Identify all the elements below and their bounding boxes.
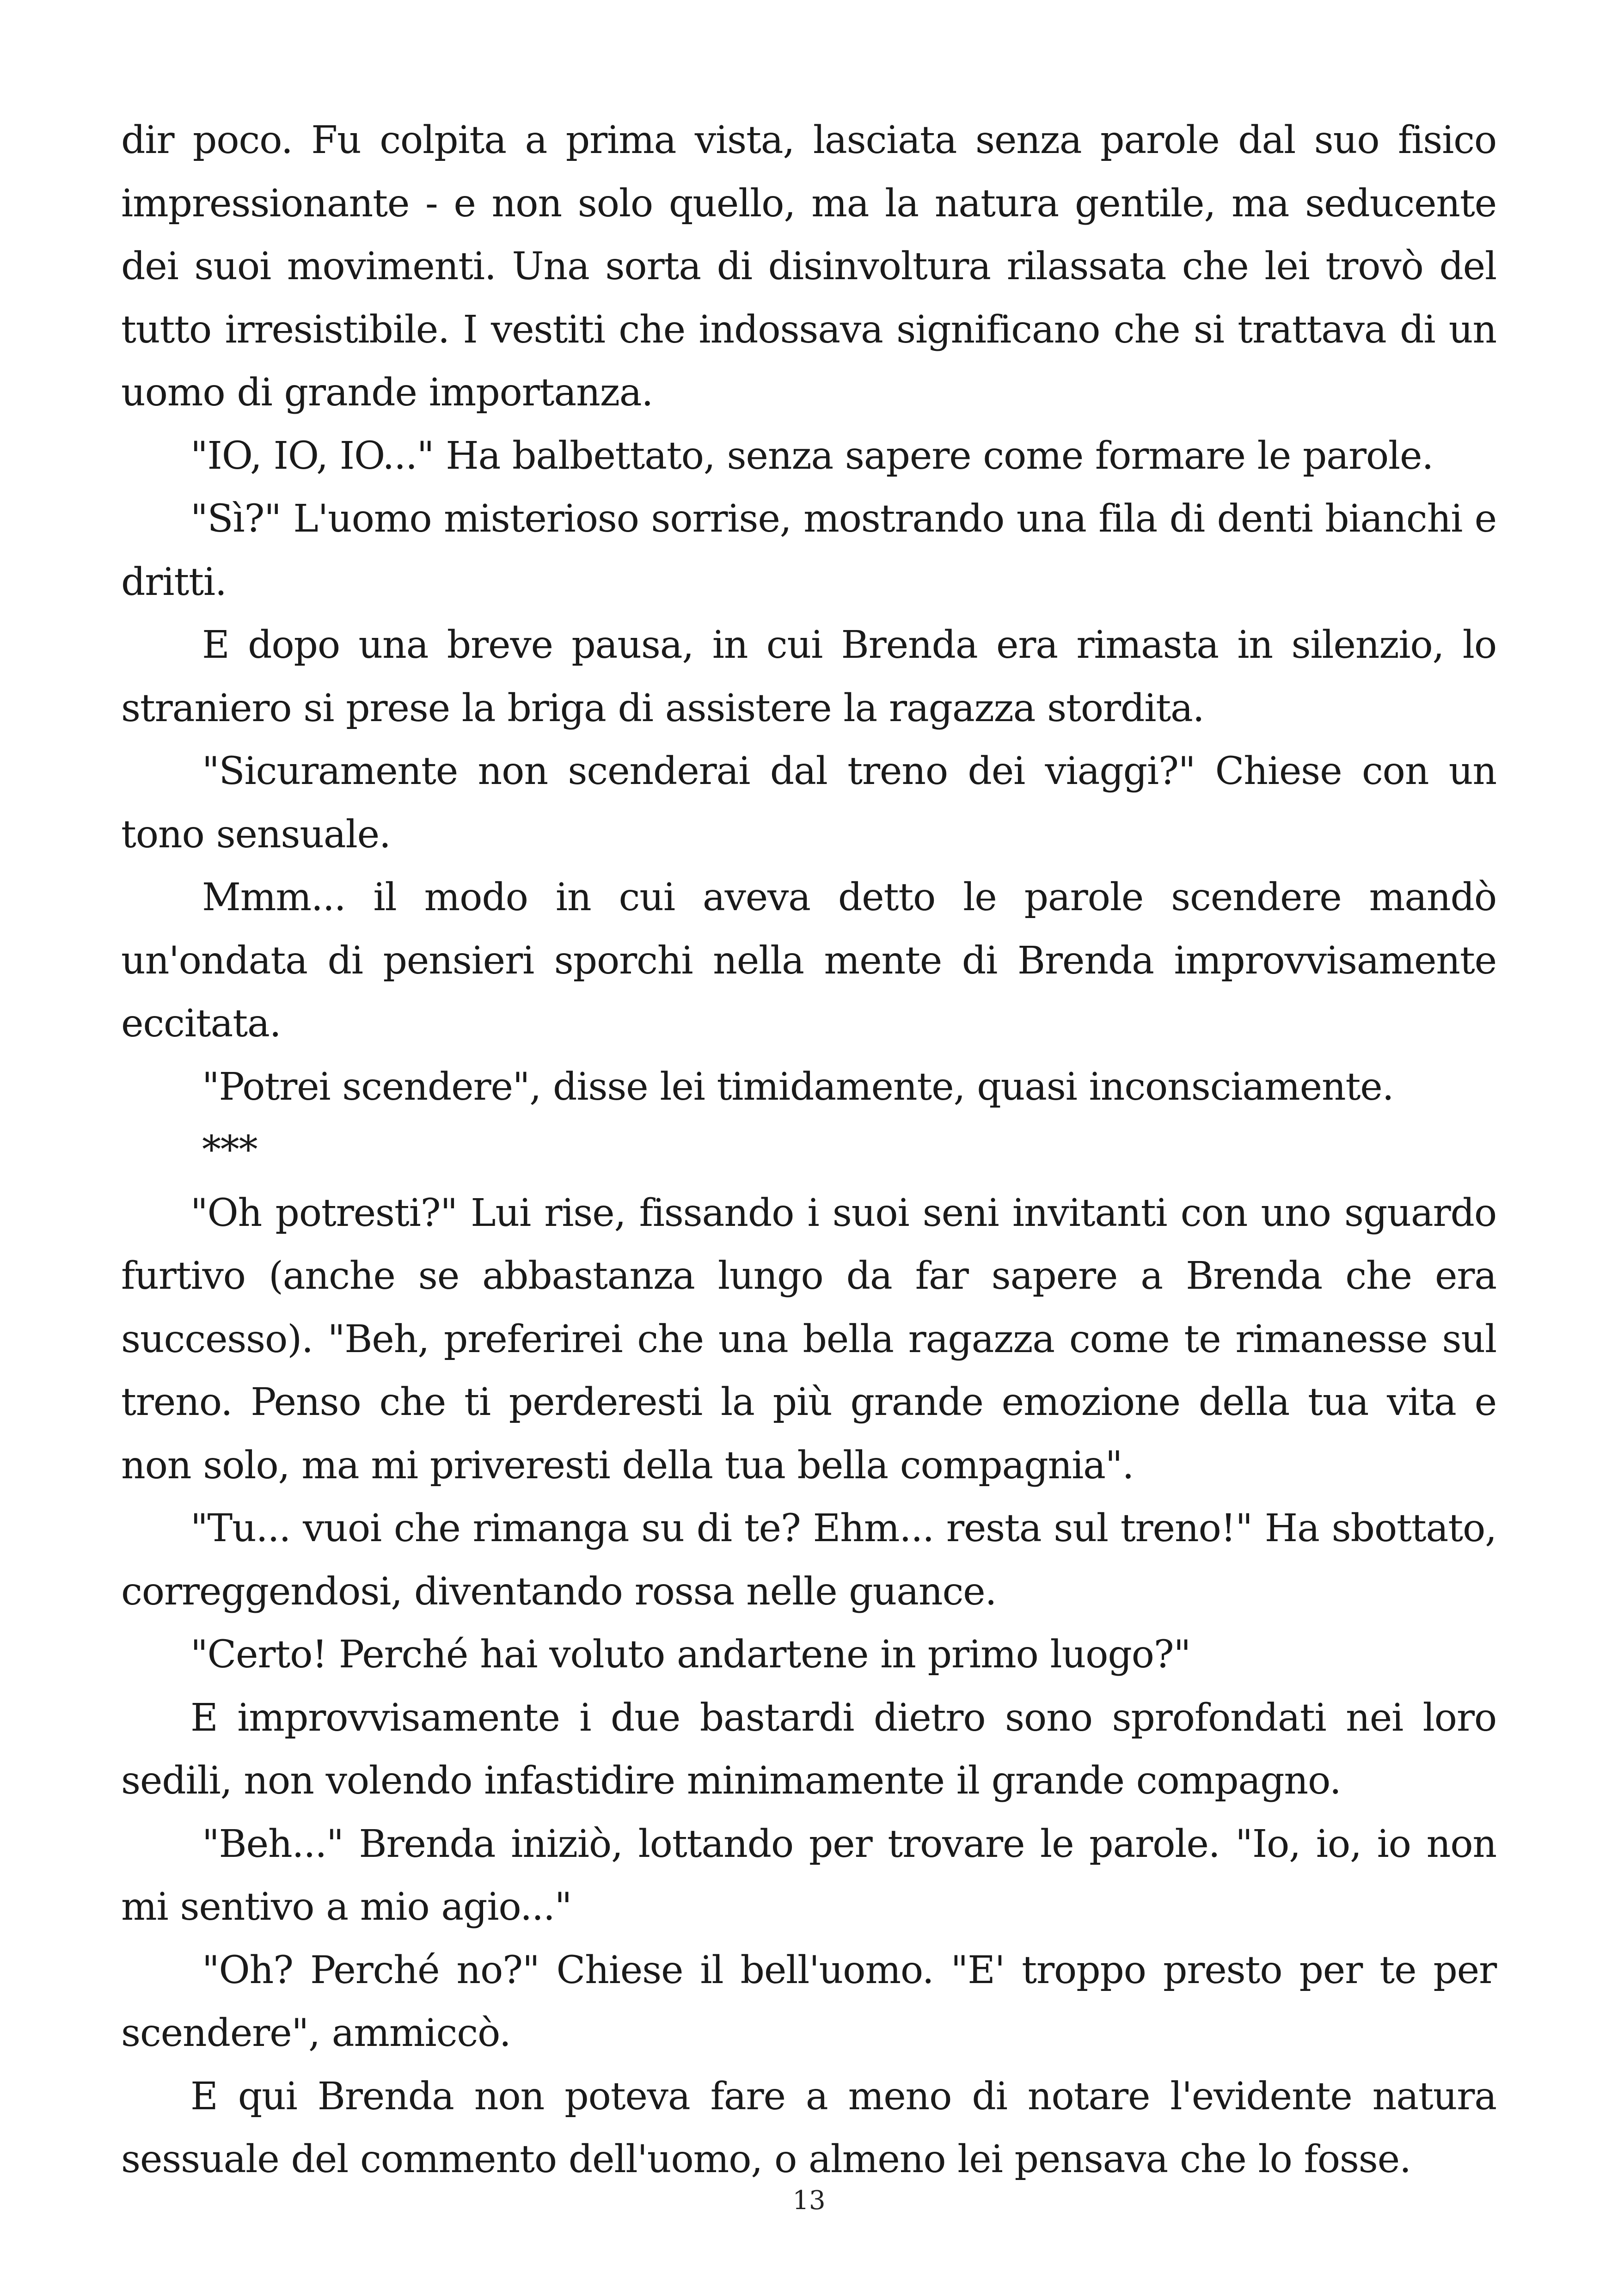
paragraph: "Beh..." Brenda iniziò, lottando per trovare le parole. "Io, io, io non mi sentivo a mio agio..." bbox=[121, 1822, 1496, 1929]
paragraph: "IO, IO, IO..." Ha balbettato, senza sapere come formare le parole. bbox=[190, 434, 1434, 478]
paragraph: E qui Brenda non poteva fare a meno di notare l'evidente natura sessuale del commento dell'uomo, o almeno lei pensava che lo fosse. bbox=[121, 2074, 1496, 2181]
paragraph: dir poco. Fu colpita a prima vista, lasciata senza parole dal suo fisico impressionante - e non solo quello, ma la natura gentile, ma seducente dei suoi movimenti. Una sorta di disinvoltura rilassata che lei trovò del tutto irresistibile. I vestiti che indossava significano che si trattava di un uomo di grande importanza. bbox=[121, 118, 1496, 415]
paragraph: "Oh? Perché no?" Chiese il bell'uomo. "E' troppo presto per te per scendere", ammiccò. bbox=[121, 1948, 1496, 2055]
body-text bbox=[121, 109, 1496, 2192]
paragraph: E dopo una breve pausa, in cui Brenda era rimasta in silenzio, lo straniero si prese la briga di assistere la ragazza stordita. bbox=[121, 623, 1496, 730]
paragraph: E improvvisamente i due bastardi dietro sono sprofondati nei loro sedili, non volendo infastidire minimamente il grande compagno. bbox=[121, 1696, 1496, 1803]
paragraph: "Tu... vuoi che rimanga su di te? Ehm... resta sul treno!" Ha sbottato, correggendosi, diventando rossa nelle guance. bbox=[121, 1506, 1496, 1614]
page-number: 13 bbox=[792, 2186, 826, 2216]
paragraph: "Oh potresti?" Lui rise, fissando i suoi seni invitanti con uno sguardo furtivo (anche se abbastanza lungo da far sapere a Brenda che era successo). "Beh, preferirei che una bella ragazza come te rimanesse sul treno. Penso che ti perderesti la più grande emozione della tua vita e non solo, ma mi priveresti della tua bella compagnia". bbox=[121, 1191, 1496, 1488]
paragraph: "Certo! Perché hai voluto andartene in primo luogo?" bbox=[190, 1633, 1191, 1677]
scene-break: *** bbox=[202, 1128, 257, 1172]
paragraph: "Sicuramente non scenderai dal treno dei viaggi?" Chiese con un tono sensuale. bbox=[121, 749, 1496, 857]
paragraph: Mmm... il modo in cui aveva detto le parole scendere mandò un'ondata di pensieri sporchi nella mente di Brenda improvvisamente eccitata. bbox=[121, 876, 1496, 1046]
paragraph: "Potrei scendere", disse lei timidamente, quasi inconsciamente. bbox=[202, 1065, 1394, 1109]
paragraph: "Sì?" L'uomo misterioso sorrise, mostrando una fila di denti bianchi e dritti. bbox=[121, 497, 1496, 604]
